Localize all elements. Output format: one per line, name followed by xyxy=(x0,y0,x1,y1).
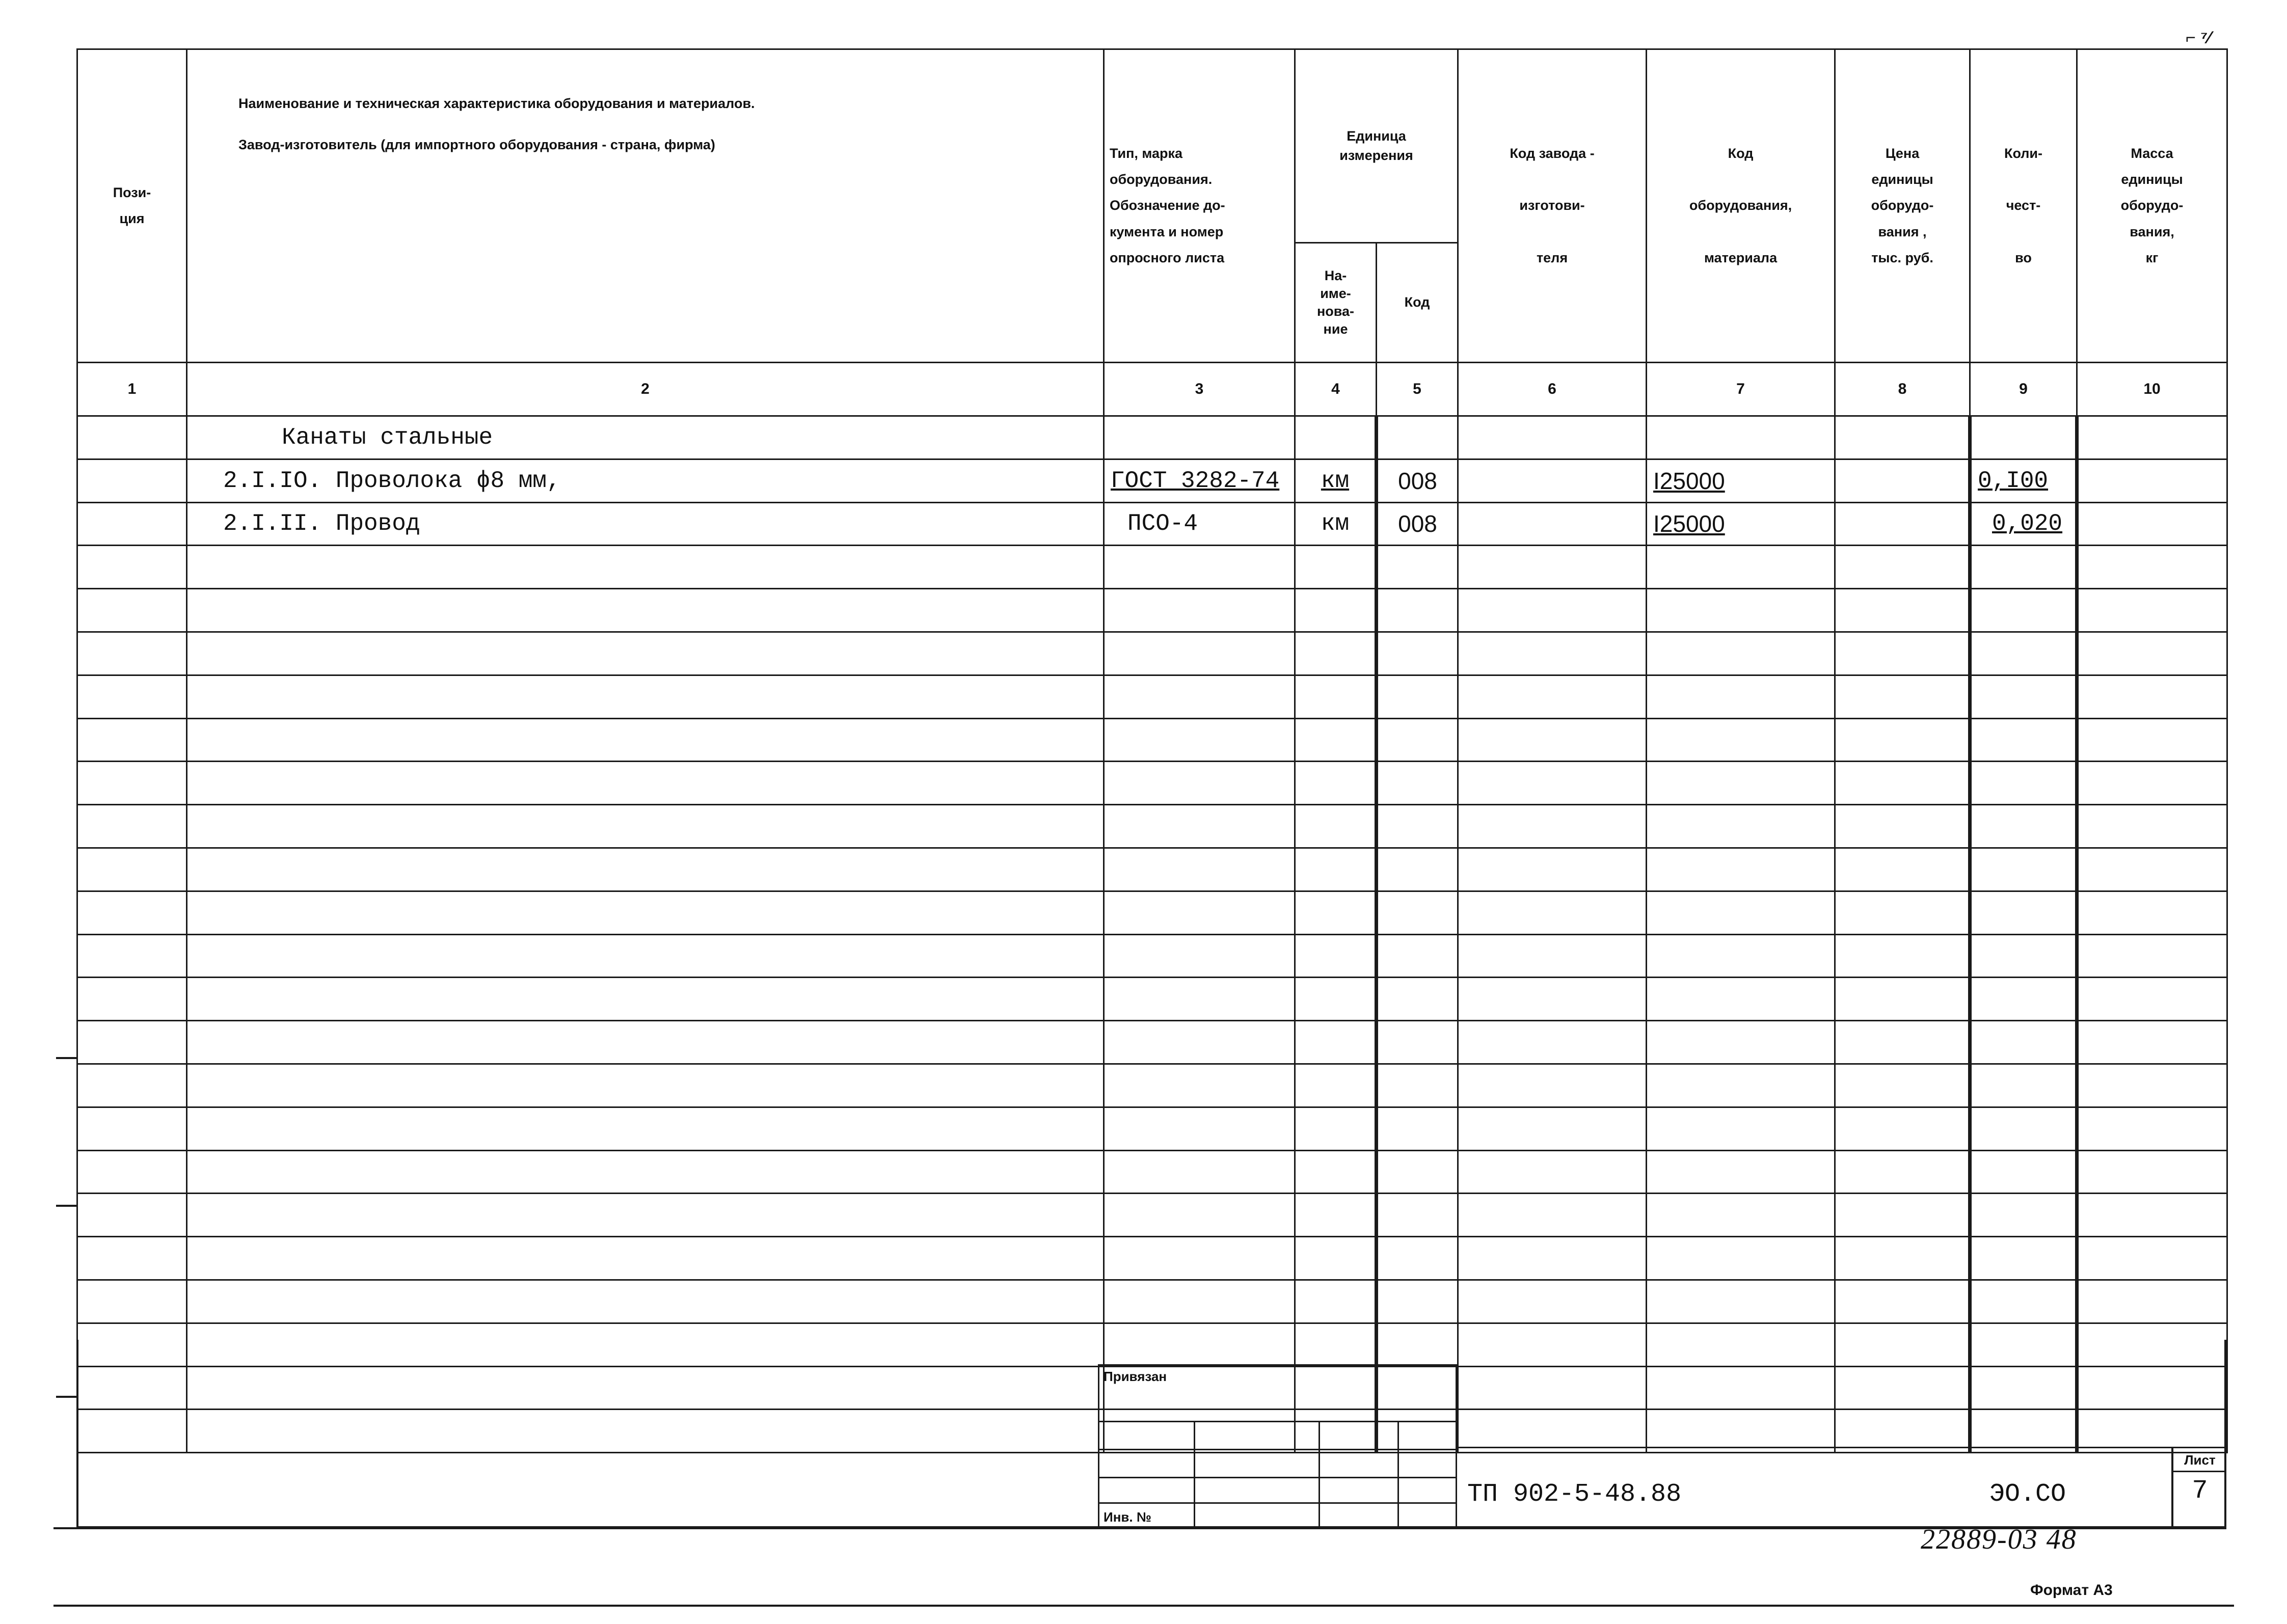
header-unit-name: На- име- нова- ние xyxy=(1295,243,1377,363)
cell-mass xyxy=(2077,632,2227,675)
cell-material-code xyxy=(1647,416,1835,459)
table-row xyxy=(77,589,2227,632)
cell-mass xyxy=(2077,546,2227,589)
cell-mass xyxy=(2077,805,2227,848)
cell-quantity xyxy=(1970,891,2077,934)
cell-type xyxy=(1104,1150,1295,1194)
cell-unit xyxy=(1295,978,1377,1021)
cell-price xyxy=(1835,978,1970,1021)
cell-position xyxy=(77,1064,187,1107)
cell-unit-code xyxy=(1377,1021,1458,1064)
cell-position xyxy=(77,546,187,589)
cell-name xyxy=(187,632,1104,675)
cell-material-code: I25000 xyxy=(1647,502,1835,546)
cell-quantity xyxy=(1970,978,2077,1021)
cell-unit xyxy=(1295,1280,1377,1323)
cell-position xyxy=(77,805,187,848)
cell-mass xyxy=(2077,934,2227,978)
cell-unit: км xyxy=(1295,502,1377,546)
document-suffix: ЭО.СО xyxy=(1989,1480,2066,1509)
table-row xyxy=(77,1194,2227,1237)
cell-mass xyxy=(2077,1237,2227,1280)
cell-unit xyxy=(1295,934,1377,978)
cell-mass xyxy=(2077,1021,2227,1064)
cell-position xyxy=(77,718,187,762)
cell-material-code xyxy=(1647,1237,1835,1280)
cell-mass xyxy=(2077,675,2227,718)
cell-material-code xyxy=(1647,1107,1835,1150)
cell-factory-code xyxy=(1458,1150,1647,1194)
cell-name xyxy=(187,1194,1104,1237)
column-number: 5 xyxy=(1377,363,1458,416)
header-price: Цена единицы оборудо- вания , тыс. руб. xyxy=(1835,49,1970,363)
header-unit-group: Единица измерения xyxy=(1295,49,1458,243)
cell-name: 2.I.II. Провод xyxy=(187,502,1104,546)
cell-unit-code xyxy=(1377,1150,1458,1194)
cell-unit-code xyxy=(1377,1280,1458,1323)
column-number: 1 xyxy=(77,363,187,416)
column-number: 6 xyxy=(1458,363,1647,416)
cell-price xyxy=(1835,459,1970,502)
page-bottom-rule xyxy=(53,1605,2234,1607)
cell-name xyxy=(187,1237,1104,1280)
cell-unit-code xyxy=(1377,934,1458,978)
cell-unit-code xyxy=(1377,416,1458,459)
cell-factory-code xyxy=(1458,589,1647,632)
cell-position xyxy=(77,589,187,632)
cell-type xyxy=(1104,978,1295,1021)
cell-material-code xyxy=(1647,1150,1835,1194)
cell-price xyxy=(1835,718,1970,762)
cell-unit xyxy=(1295,675,1377,718)
cell-mass xyxy=(2077,848,2227,891)
cell-unit xyxy=(1295,762,1377,805)
cell-unit xyxy=(1295,848,1377,891)
inventory-label: Инв. № xyxy=(1104,1509,1151,1525)
header-row xyxy=(77,49,2227,243)
cell-unit-code xyxy=(1377,1107,1458,1150)
cell-mass xyxy=(2077,459,2227,502)
cell-unit xyxy=(1295,1064,1377,1107)
cell-material-code xyxy=(1647,978,1835,1021)
table-row xyxy=(77,675,2227,718)
cell-quantity xyxy=(1970,1064,2077,1107)
cell-name xyxy=(187,805,1104,848)
cell-mass xyxy=(2077,1107,2227,1150)
cell-position xyxy=(77,978,187,1021)
cell-quantity xyxy=(1970,1107,2077,1150)
table-row xyxy=(77,632,2227,675)
header-factory-code: Код завода - изготови- теля xyxy=(1458,49,1647,363)
cell-type xyxy=(1104,589,1295,632)
cell-material-code xyxy=(1647,934,1835,978)
cell-price xyxy=(1835,762,1970,805)
cell-name xyxy=(187,1107,1104,1150)
cell-material-code xyxy=(1647,1064,1835,1107)
cell-quantity xyxy=(1970,1021,2077,1064)
cell-unit-code xyxy=(1377,718,1458,762)
cell-quantity xyxy=(1970,848,2077,891)
cell-quantity xyxy=(1970,589,2077,632)
cell-unit xyxy=(1295,1150,1377,1194)
cell-material-code xyxy=(1647,632,1835,675)
cell-unit-code xyxy=(1377,762,1458,805)
cell-position xyxy=(77,762,187,805)
cell-price xyxy=(1835,848,1970,891)
cell-unit-code xyxy=(1377,1237,1458,1280)
cell-name xyxy=(187,718,1104,762)
cell-price xyxy=(1835,1194,1970,1237)
cell-factory-code xyxy=(1458,1194,1647,1237)
cell-quantity xyxy=(1970,1150,2077,1194)
table-row xyxy=(77,805,2227,848)
cell-name: 2.I.IO. Проволока ϕ8 мм, xyxy=(187,459,1104,502)
cell-quantity: 0,I00 xyxy=(1970,459,2077,502)
table-row xyxy=(77,1064,2227,1107)
cell-factory-code xyxy=(1458,1107,1647,1150)
header-type: Тип, марка оборудования. Обозначение до- кумента и номер опросного листа xyxy=(1104,49,1295,363)
cell-price xyxy=(1835,502,1970,546)
column-number: 3 xyxy=(1104,363,1295,416)
column-number: 2 xyxy=(187,363,1104,416)
cell-factory-code xyxy=(1458,848,1647,891)
cell-position xyxy=(77,1150,187,1194)
specification-body xyxy=(77,416,2227,1453)
header-quantity: Коли- чест- во xyxy=(1970,49,2077,363)
cell-quantity xyxy=(1970,675,2077,718)
header-material-code: Код оборудования, материала xyxy=(1647,49,1835,363)
cell-mass xyxy=(2077,762,2227,805)
column-number-row xyxy=(77,363,2227,416)
cell-mass xyxy=(2077,718,2227,762)
cell-type xyxy=(1104,891,1295,934)
cell-unit xyxy=(1295,1194,1377,1237)
cell-quantity xyxy=(1970,1194,2077,1237)
cell-type xyxy=(1104,1237,1295,1280)
cell-factory-code xyxy=(1458,762,1647,805)
cell-type: ГОСТ 3282-74 xyxy=(1104,459,1295,502)
cell-factory-code xyxy=(1458,416,1647,459)
header-unit-code: Код xyxy=(1377,243,1458,363)
table-row xyxy=(77,1107,2227,1150)
cell-unit-code xyxy=(1377,546,1458,589)
cell-material-code xyxy=(1647,805,1835,848)
cell-position xyxy=(77,416,187,459)
table-row xyxy=(77,718,2227,762)
cell-unit xyxy=(1295,1021,1377,1064)
cell-position xyxy=(77,1280,187,1323)
cell-quantity xyxy=(1970,805,2077,848)
cell-material-code xyxy=(1647,1021,1835,1064)
sheet-number: 7 xyxy=(2192,1476,2208,1506)
table-row xyxy=(77,1280,2227,1323)
cell-material-code xyxy=(1647,546,1835,589)
cell-unit-code: 008 xyxy=(1377,502,1458,546)
margin-tick xyxy=(56,1205,76,1207)
title-block-line xyxy=(1457,1447,2226,1448)
cell-position xyxy=(77,1107,187,1150)
cell-mass xyxy=(2077,891,2227,934)
archive-number: 22889-03 48 xyxy=(1921,1524,2077,1555)
cell-factory-code xyxy=(1458,546,1647,589)
cell-quantity xyxy=(1970,762,2077,805)
cell-price xyxy=(1835,934,1970,978)
cell-material-code xyxy=(1647,589,1835,632)
cell-material-code xyxy=(1647,848,1835,891)
cell-mass xyxy=(2077,1150,2227,1194)
cell-type xyxy=(1104,1021,1295,1064)
cell-name xyxy=(187,675,1104,718)
cell-price xyxy=(1835,589,1970,632)
linked-label: Привязан xyxy=(1104,1369,1167,1384)
cell-unit xyxy=(1295,416,1377,459)
cell-type xyxy=(1104,416,1295,459)
cell-unit xyxy=(1295,589,1377,632)
cell-unit xyxy=(1295,805,1377,848)
cell-factory-code xyxy=(1458,891,1647,934)
cell-factory-code xyxy=(1458,675,1647,718)
cell-unit-code xyxy=(1377,978,1458,1021)
cell-unit-code xyxy=(1377,805,1458,848)
cell-price xyxy=(1835,675,1970,718)
cell-position xyxy=(77,891,187,934)
cell-price xyxy=(1835,1107,1970,1150)
header-position: Пози- ция xyxy=(77,49,187,363)
cell-mass xyxy=(2077,589,2227,632)
cell-position xyxy=(77,1194,187,1237)
cell-price xyxy=(1835,1237,1970,1280)
cell-unit-code xyxy=(1377,589,1458,632)
header-name: Наименование и техническая характеристика оборудования и материалов. Завод-изготовитель (для импортного оборудования - страна, фирма) xyxy=(187,49,1104,363)
cell-type xyxy=(1104,1194,1295,1237)
header-mass: Масса единицы оборудо- вания, кг xyxy=(2077,49,2227,363)
table-row xyxy=(77,762,2227,805)
cell-name xyxy=(187,934,1104,978)
sheet-label: Лист xyxy=(2173,1448,2226,1472)
cell-price xyxy=(1835,1280,1970,1323)
cell-factory-code xyxy=(1458,1064,1647,1107)
cell-mass xyxy=(2077,502,2227,546)
cell-unit xyxy=(1295,1107,1377,1150)
cell-factory-code xyxy=(1458,632,1647,675)
table-row xyxy=(77,978,2227,1021)
cell-factory-code xyxy=(1458,1021,1647,1064)
cell-name xyxy=(187,762,1104,805)
cell-position xyxy=(77,1237,187,1280)
format-label: Формат А3 xyxy=(2030,1582,2113,1599)
cell-mass xyxy=(2077,1280,2227,1323)
table-row xyxy=(77,848,2227,891)
table-row xyxy=(77,1150,2227,1194)
cell-factory-code xyxy=(1458,459,1647,502)
cell-mass xyxy=(2077,1194,2227,1237)
cell-quantity xyxy=(1970,1237,2077,1280)
cell-type xyxy=(1104,718,1295,762)
cell-position xyxy=(77,1021,187,1064)
column-number: 4 xyxy=(1295,363,1377,416)
cell-material-code: I25000 xyxy=(1647,459,1835,502)
cell-unit-code: 008 xyxy=(1377,459,1458,502)
cell-factory-code xyxy=(1458,978,1647,1021)
cell-type xyxy=(1104,546,1295,589)
cell-unit-code xyxy=(1377,1194,1458,1237)
cell-name: Канаты стальные xyxy=(187,416,1104,459)
cell-price xyxy=(1835,632,1970,675)
cell-price xyxy=(1835,891,1970,934)
cell-unit: км xyxy=(1295,459,1377,502)
cell-material-code xyxy=(1647,891,1835,934)
specification-table xyxy=(76,48,2228,1453)
approval-stamp xyxy=(1098,1364,1457,1528)
cell-price xyxy=(1835,805,1970,848)
cell-quantity xyxy=(1970,632,2077,675)
cell-unit-code xyxy=(1377,848,1458,891)
cell-name xyxy=(187,848,1104,891)
cell-type xyxy=(1104,1280,1295,1323)
table-row xyxy=(77,1021,2227,1064)
cell-quantity xyxy=(1970,546,2077,589)
table-row xyxy=(77,416,2227,459)
table-row xyxy=(77,502,2227,546)
cell-material-code xyxy=(1647,762,1835,805)
column-number: 10 xyxy=(2077,363,2227,416)
cell-factory-code xyxy=(1458,502,1647,546)
cell-unit xyxy=(1295,718,1377,762)
cell-quantity xyxy=(1970,1280,2077,1323)
sheet-number-box xyxy=(2171,1448,2226,1528)
cell-position xyxy=(77,675,187,718)
margin-tick xyxy=(56,1057,76,1059)
cell-unit xyxy=(1295,546,1377,589)
cell-type xyxy=(1104,675,1295,718)
column-number: 8 xyxy=(1835,363,1970,416)
cell-quantity xyxy=(1970,934,2077,978)
cell-factory-code xyxy=(1458,1280,1647,1323)
cell-factory-code xyxy=(1458,805,1647,848)
cell-name xyxy=(187,1064,1104,1107)
cell-type xyxy=(1104,1107,1295,1150)
table-row xyxy=(77,934,2227,978)
cell-unit xyxy=(1295,1237,1377,1280)
cell-unit-code xyxy=(1377,632,1458,675)
cell-unit xyxy=(1295,632,1377,675)
cell-position xyxy=(77,632,187,675)
column-number: 9 xyxy=(1970,363,2077,416)
table-row xyxy=(77,546,2227,589)
cell-mass xyxy=(2077,978,2227,1021)
cell-material-code xyxy=(1647,1194,1835,1237)
document-code: ТП 902-5-48.88 xyxy=(1467,1480,1682,1509)
cell-type xyxy=(1104,934,1295,978)
corner-mark: ⌐ ⁷⁄ xyxy=(2186,28,2211,47)
cell-mass xyxy=(2077,1064,2227,1107)
table-row xyxy=(77,1237,2227,1280)
cell-type: ПСО-4 xyxy=(1104,502,1295,546)
cell-position xyxy=(77,934,187,978)
cell-quantity xyxy=(1970,718,2077,762)
cell-unit-code xyxy=(1377,1064,1458,1107)
cell-unit xyxy=(1295,891,1377,934)
cell-material-code xyxy=(1647,1280,1835,1323)
cell-name xyxy=(187,978,1104,1021)
cell-type xyxy=(1104,632,1295,675)
cell-quantity: 0,020 xyxy=(1970,502,2077,546)
cell-factory-code xyxy=(1458,1237,1647,1280)
column-number: 7 xyxy=(1647,363,1835,416)
cell-unit-code xyxy=(1377,891,1458,934)
cell-position xyxy=(77,502,187,546)
cell-unit-code xyxy=(1377,675,1458,718)
cell-name xyxy=(187,546,1104,589)
cell-mass xyxy=(2077,416,2227,459)
cell-type xyxy=(1104,805,1295,848)
margin-tick xyxy=(56,1396,76,1398)
cell-position xyxy=(77,848,187,891)
cell-factory-code xyxy=(1458,718,1647,762)
frame-bottom-rule xyxy=(53,1527,2226,1529)
cell-name xyxy=(187,1280,1104,1323)
cell-material-code xyxy=(1647,675,1835,718)
cell-quantity xyxy=(1970,416,2077,459)
cell-price xyxy=(1835,1021,1970,1064)
cell-price xyxy=(1835,1064,1970,1107)
cell-factory-code xyxy=(1458,934,1647,978)
cell-name xyxy=(187,589,1104,632)
table-row xyxy=(77,891,2227,934)
cell-name xyxy=(187,891,1104,934)
cell-price xyxy=(1835,546,1970,589)
cell-position xyxy=(77,459,187,502)
cell-type xyxy=(1104,848,1295,891)
cell-name xyxy=(187,1150,1104,1194)
cell-type xyxy=(1104,1064,1295,1107)
cell-type xyxy=(1104,762,1295,805)
cell-price xyxy=(1835,1150,1970,1194)
cell-price xyxy=(1835,416,1970,459)
cell-name xyxy=(187,1021,1104,1064)
cell-material-code xyxy=(1647,718,1835,762)
table-row xyxy=(77,459,2227,502)
